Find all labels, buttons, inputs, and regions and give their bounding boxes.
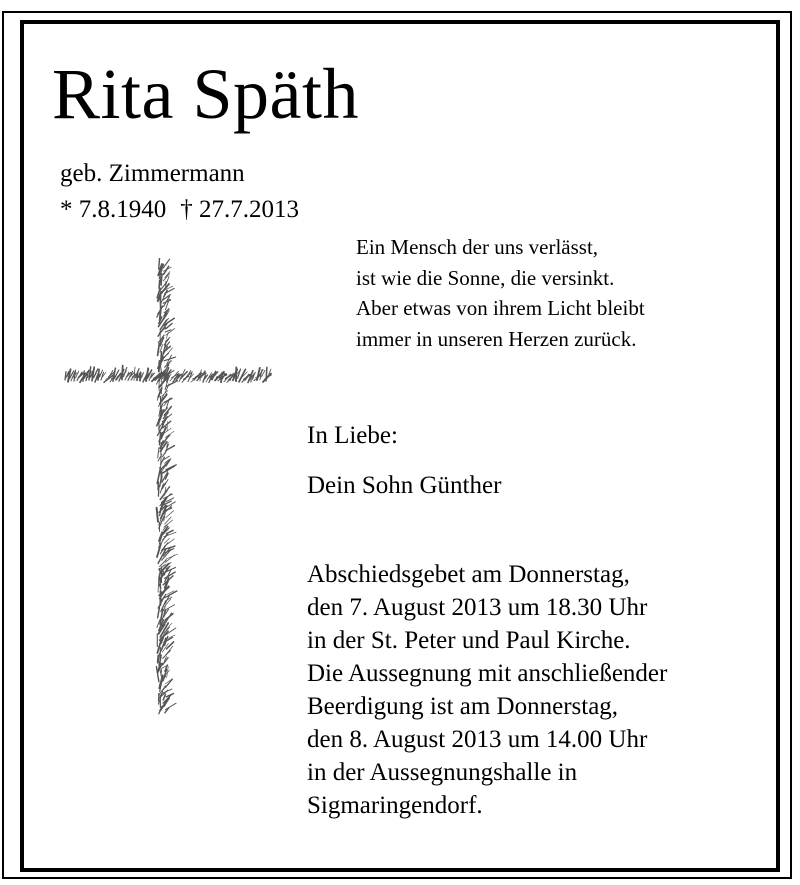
cross-stroke [162, 450, 167, 457]
cross-stroke [89, 367, 91, 380]
cross-stroke [158, 448, 159, 458]
cross-stroke [158, 485, 159, 496]
cross-stroke [159, 258, 160, 269]
birth-date: * 7.8.1940 [60, 196, 167, 223]
cross-stroke [146, 368, 148, 381]
cross-stroke [92, 367, 94, 381]
cross-stroke [257, 368, 260, 380]
cross-stroke [159, 419, 160, 432]
cross-stroke [158, 608, 160, 618]
cross-stroke [165, 431, 174, 437]
cross-stroke [157, 544, 161, 557]
cross-icon [60, 258, 275, 718]
life-dates [60, 196, 299, 224]
info-line: Die Aussegnung mit anschließender [307, 660, 668, 687]
cross-stroke [65, 372, 66, 380]
cross-stroke [163, 694, 165, 700]
info-line: den 7. August 2013 um 18.30 Uhr [307, 594, 648, 621]
cross-stroke [158, 656, 159, 663]
info-line: Sigmaringendorf. [307, 792, 483, 819]
info-line: in der Aussegnungshalle in [307, 759, 578, 786]
in-love-label: In Liebe: [307, 422, 398, 449]
cross-stroke [158, 577, 159, 592]
cross-stroke [266, 367, 267, 381]
cross-stroke [160, 477, 162, 486]
service-info [307, 558, 667, 822]
cross-stroke [165, 703, 176, 709]
mourner-line: Dein Sohn Günther [307, 472, 502, 499]
cross-stroke [165, 613, 171, 623]
cross-stroke [158, 344, 160, 356]
maiden-name: geb. Zimmermann [60, 160, 245, 187]
death-date: † 27.7.2013 [180, 196, 299, 223]
cross-stroke [167, 530, 174, 533]
cross-stroke [164, 538, 169, 543]
cross-stroke [165, 517, 171, 524]
info-line: Abschiedsgebet am Donnerstag, [307, 561, 630, 588]
cross-stroke [98, 369, 99, 380]
poem-line: Aber etwas von ihrem Licht bleibt [356, 296, 645, 320]
poem-line: Ein Mensch der uns verlässt, [356, 235, 599, 259]
cross-stroke [137, 373, 138, 381]
cross-stroke [200, 370, 201, 381]
cross-stroke [159, 432, 160, 445]
cross-stroke [163, 681, 172, 691]
cross-stroke [161, 274, 162, 285]
cross-stroke [74, 370, 76, 381]
poem-line: ist wie die Sonne, die versinkt. [356, 265, 615, 290]
cross-stroke [159, 361, 160, 372]
cross-stroke [157, 508, 158, 522]
info-line: Beerdigung ist am Donnerstag, [307, 693, 619, 720]
cross-stroke [166, 332, 168, 338]
info-line: den 8. August 2013 um 14.00 Uhr [307, 726, 648, 753]
info-line: in der St. Peter und Paul Kirche. [307, 627, 631, 654]
poem [356, 232, 645, 354]
cross-stroke [160, 560, 167, 567]
cross-stroke [159, 575, 160, 589]
cross-stroke [167, 642, 174, 649]
cross-stroke [166, 511, 174, 518]
cross-stroke [221, 373, 222, 382]
cross-stroke [134, 367, 135, 380]
cross-stroke [238, 369, 241, 378]
cross-strokes [65, 258, 272, 714]
cross-stroke [140, 373, 141, 380]
deceased-name: Rita Späth [52, 54, 359, 134]
poem-line: immer in unseren Herzen zurück. [356, 326, 637, 351]
cross-stroke [122, 366, 123, 380]
cross-stroke [159, 280, 160, 288]
cross-stroke [142, 373, 144, 378]
